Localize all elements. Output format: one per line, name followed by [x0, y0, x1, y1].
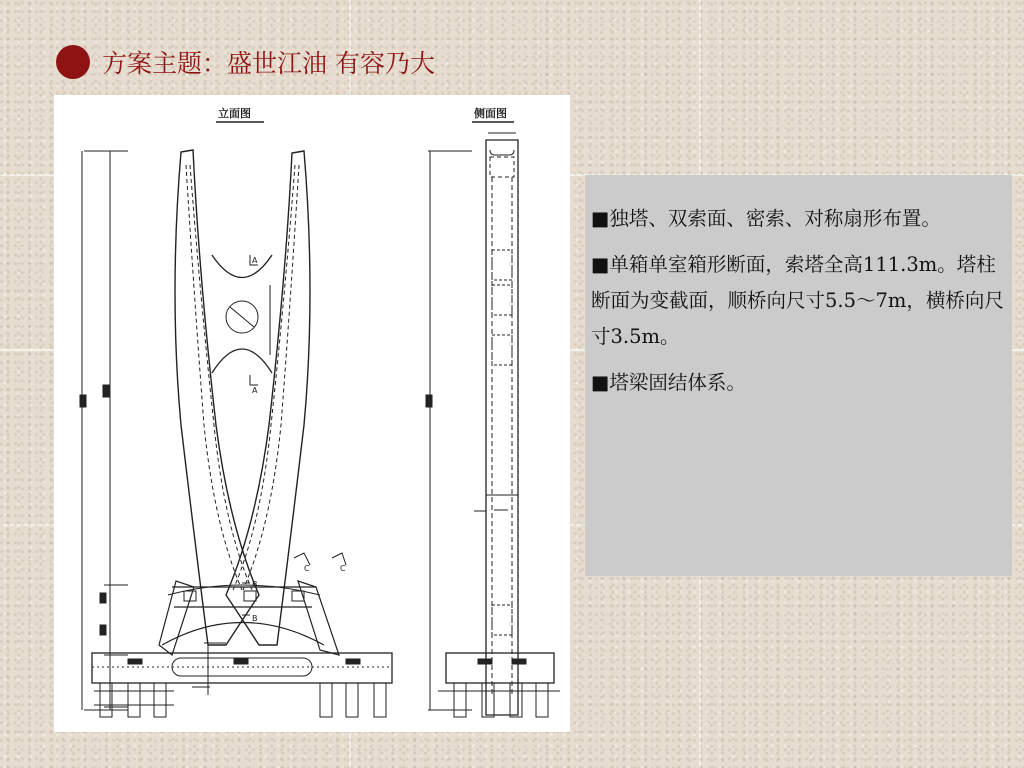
section-b-label-top: B	[252, 580, 258, 589]
section-a-label-top: A	[252, 256, 258, 265]
tower-drawing-svg	[54, 95, 570, 732]
description-paragraph-1: ■独塔、双索面、密索、对称扇形布置。	[591, 207, 941, 230]
tower-drawing	[54, 95, 570, 732]
side-view-title: 侧面图	[474, 107, 507, 120]
slide-title-row	[56, 42, 435, 82]
description-paragraph-3: ■塔梁固结体系。	[591, 371, 746, 394]
slide-title: 方案主题：盛世江油 有容乃大	[102, 49, 435, 78]
title-bullet-icon	[56, 45, 90, 79]
section-b-label-bottom: B	[252, 614, 258, 623]
description-box	[585, 175, 1012, 576]
section-c-label-left: C	[304, 564, 310, 573]
description-paragraph-2: ■单箱单室箱形断面，索塔全高111.3m。塔柱断面为变截面，顺桥向尺寸5.5～7m，横桥向尺寸3.5m。	[591, 253, 1004, 348]
front-view-title: 立面图	[218, 107, 251, 120]
section-a-label-bottom: A	[252, 386, 258, 395]
section-c-label-right: C	[340, 564, 346, 573]
